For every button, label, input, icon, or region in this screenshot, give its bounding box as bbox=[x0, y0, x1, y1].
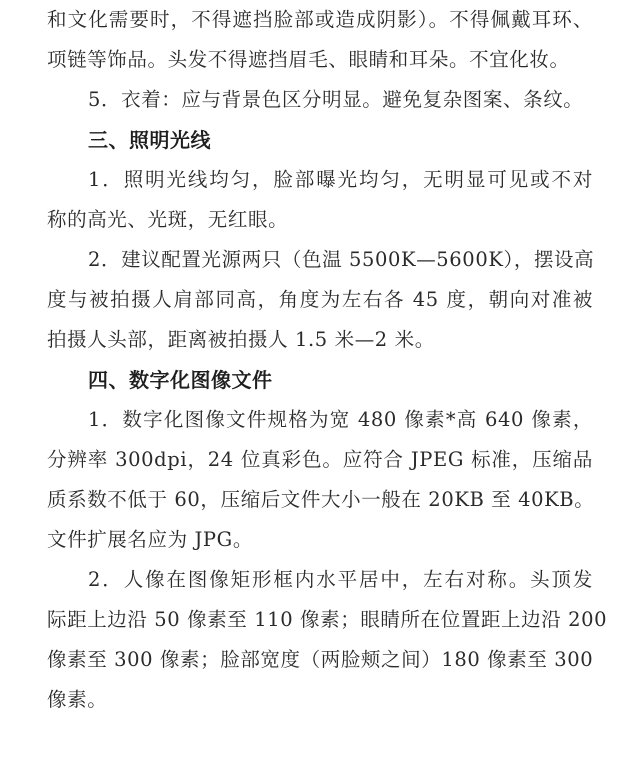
paragraph-line: 5．衣着：应与背景色区分明显。避免复杂图案、条纹。 bbox=[88, 88, 584, 111]
paragraph-line: 像素至 300 像素；脸部宽度（两脸颊之间）180 像素至 300 bbox=[47, 648, 594, 671]
paragraph-line: 文件扩展名应为 JPG。 bbox=[47, 528, 253, 551]
paragraph-line: 项链等饰品。头发不得遮挡眉毛、眼睛和耳朵。不宜化妆。 bbox=[47, 48, 570, 71]
paragraph-line: 际距上边沿 50 像素至 110 像素；眼睛所在位置距上边沿 200 bbox=[47, 608, 608, 631]
paragraph-line: 质系数不低于 60，压缩后文件大小一般在 20KB 至 40KB。 bbox=[47, 488, 595, 511]
paragraph-line: 像素。 bbox=[47, 688, 108, 711]
paragraph-line: 1．数字化图像文件规格为宽 480 像素*高 640 像素， bbox=[88, 408, 593, 431]
paragraph-line: 2．人像在图像矩形框内水平居中，左右对称。头顶发 bbox=[88, 568, 593, 591]
paragraph-line: 1．照明光线均匀，脸部曝光均匀，无明显可见或不对 bbox=[88, 168, 593, 191]
paragraph-line: 度与被拍摄人肩部同高，角度为左右各 45 度，朝向对准被 bbox=[47, 288, 593, 311]
paragraph-line: 2．建议配置光源两只（色温 5500K—5600K），摆设高 bbox=[88, 248, 595, 271]
paragraph-line: 和文化需要时，不得遮挡脸部或造成阴影）。不得佩戴耳环、 bbox=[47, 8, 593, 31]
section-heading-lighting: 三、照明光线 bbox=[88, 128, 211, 152]
paragraph-line: 称的高光、光斑，无红眼。 bbox=[47, 208, 289, 231]
paragraph-line: 分辨率 300dpi，24 位真彩色。应符合 JPEG 标准，压缩品 bbox=[47, 448, 593, 471]
section-heading-digital-image: 四、数字化图像文件 bbox=[88, 368, 273, 392]
paragraph-line: 拍摄人头部，距离被拍摄人 1.5 米—2 米。 bbox=[47, 328, 435, 351]
document-page bbox=[47, 0, 608, 720]
